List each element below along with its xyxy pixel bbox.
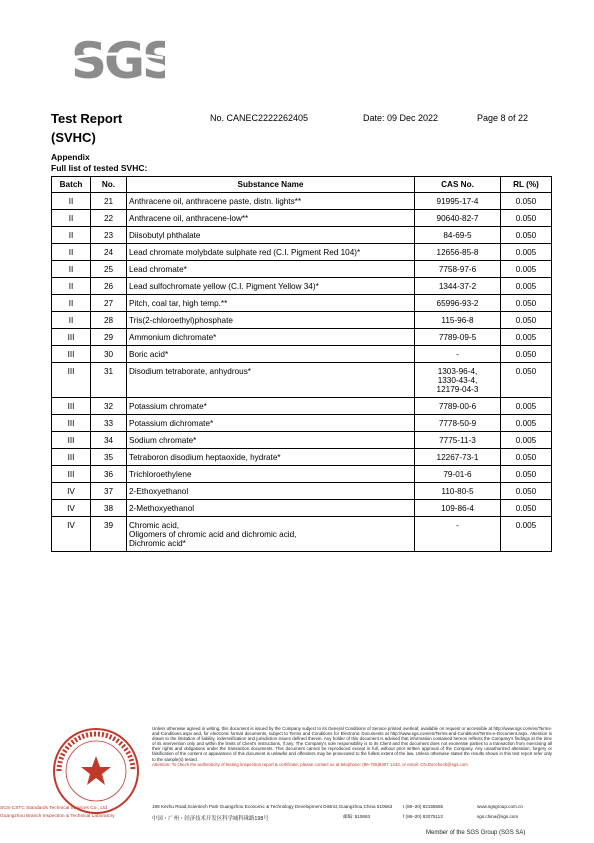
cell-no: 38	[91, 500, 127, 517]
page-number: Page 8 of 22	[477, 113, 529, 123]
cell-substance-name: Tetraboron disodium heptaoxide, hydrate*	[127, 449, 415, 466]
cell-substance-name: 2-Methoxyethanol	[127, 500, 415, 517]
col-header-rl: RL (%)	[501, 177, 552, 193]
report-subtitle: (SVHC)	[51, 130, 96, 145]
cell-no: 21	[91, 193, 127, 210]
cell-no: 25	[91, 261, 127, 278]
table-row	[52, 415, 552, 432]
cell-cas-no: 7775-11-3	[415, 432, 501, 449]
sgs-logo	[69, 28, 165, 88]
cell-rl: 0.050	[501, 346, 552, 363]
stamp-icon	[51, 726, 141, 816]
cell-cas-no: 65996-93-2	[415, 295, 501, 312]
phone-number: t (86–20) 82155555	[403, 804, 444, 809]
table-row	[52, 517, 552, 552]
cell-cas-no: 79-01-6	[415, 466, 501, 483]
cell-substance-name: Anthracene oil, anthracene-low**	[127, 210, 415, 227]
cell-substance-name: Tris(2-chloroethyl)phosphate	[127, 312, 415, 329]
cell-cas-no: 1303-96-4, 1330-43-4, 12179-04-3	[415, 363, 501, 398]
cell-no: 31	[91, 363, 127, 398]
member-line: Member of the SGS Group (SGS SA)	[426, 830, 526, 836]
col-header-no: No.	[91, 177, 127, 193]
cell-no: 34	[91, 432, 127, 449]
table-row	[52, 483, 552, 500]
cell-substance-name: Potassium chromate*	[127, 398, 415, 415]
cell-cas-no: 91995-17-4	[415, 193, 501, 210]
table-row	[52, 244, 552, 261]
cell-cas-no: 12656-85-8	[415, 244, 501, 261]
cell-rl: 0.050	[501, 312, 552, 329]
stamp-branch-line: Guangzhou Branch Inspection & Technical Laboratory	[0, 814, 115, 819]
cell-no: 26	[91, 278, 127, 295]
cell-cas-no: 7789-00-6	[415, 398, 501, 415]
cell-no: 37	[91, 483, 127, 500]
cell-no: 33	[91, 415, 127, 432]
col-header-cas: CAS No.	[415, 177, 501, 193]
cell-no: 30	[91, 346, 127, 363]
svg-text:SGS: SGS	[71, 32, 165, 88]
table-row	[52, 398, 552, 415]
cell-rl: 0.050	[501, 295, 552, 312]
col-header-substance: Substance Name	[127, 177, 415, 193]
cell-cas-no: 84-69-5	[415, 227, 501, 244]
company-stamp	[51, 726, 141, 816]
cell-batch: II	[52, 312, 91, 329]
table-row	[52, 466, 552, 483]
cell-substance-name: Sodium chromate*	[127, 432, 415, 449]
cell-no: 23	[91, 227, 127, 244]
cell-cas-no: 7778-50-9	[415, 415, 501, 432]
cell-rl: 0.050	[501, 227, 552, 244]
cell-batch: II	[52, 210, 91, 227]
cell-cas-no: 109-86-4	[415, 500, 501, 517]
cell-substance-name: 2-Ethoxyethanol	[127, 483, 415, 500]
cell-no: 22	[91, 210, 127, 227]
disclaimer-body: Unless otherwise agreed in writing, this document is issued by the Company subject to its General Conditions of Service printed overleaf, available on request or accessible at http://www.sgs.com/en/Terms-and-Conditions.aspx and, for electronic format documents, subject to Terms and Conditions for Electronic Documents at http://www.sgs.com/en/Terms-and-Conditions/Terms-e-Document.aspx. Attention is drawn to the limitation of liability, indemnification and jurisdiction issues defined therein. Any holder of this document is advised that information contained hereon reflects the Company's findings at the time of its intervention only and within the limits of Client's instructions, if any. The Company's sole responsibility is to its Client and this document does not exonerate parties to a transaction from exercising all their rights and obligations under the transaction documents. This document cannot be reproduced except in full, without prior written approval of the Company. Any unauthorized alteration, forgery or falsification of the content or appearance of this document is unlawful and offenders may be prosecuted to the fullest extent of the law. Unless otherwise stated the results shown in this test report refer only to the sample(s) tested .	[152, 726, 552, 762]
cell-no: 29	[91, 329, 127, 346]
cell-batch: III	[52, 432, 91, 449]
cell-no: 39	[91, 517, 127, 552]
cell-rl: 0.005	[501, 432, 552, 449]
cell-substance-name: Lead sulfochromate yellow (C.I. Pigment Yellow 34)*	[127, 278, 415, 295]
report-date: Date: 09 Dec 2022	[363, 113, 439, 123]
cell-rl: 0.050	[501, 449, 552, 466]
cell-rl: 0.005	[501, 415, 552, 432]
cell-substance-name: Boric acid*	[127, 346, 415, 363]
cell-cas-no: 1344-37-2	[415, 278, 501, 295]
cell-batch: III	[52, 329, 91, 346]
table-row	[52, 261, 552, 278]
report-number: No. CANEC2222262405	[210, 113, 309, 123]
report-title: Test Report	[51, 111, 123, 126]
appendix-subtitle: Full list of tested SVHC:	[51, 163, 148, 173]
cell-cas-no: 110-80-5	[415, 483, 501, 500]
svhc-table	[51, 176, 552, 552]
cell-cas-no: 12267-73-1	[415, 449, 501, 466]
cell-batch: III	[52, 398, 91, 415]
cell-batch: II	[52, 193, 91, 210]
stamp-company-line: SGS-CSTC Standards Technical Services Co., Ltd.	[0, 806, 109, 811]
cell-batch: III	[52, 449, 91, 466]
appendix-label: Appendix	[51, 152, 90, 162]
table-row	[52, 432, 552, 449]
cell-rl: 0.005	[501, 398, 552, 415]
cell-rl: 0.050	[501, 210, 552, 227]
table-row	[52, 227, 552, 244]
table-row	[52, 210, 552, 227]
cell-rl: 0.005	[501, 261, 552, 278]
cell-rl: 0.050	[501, 483, 552, 500]
cell-batch: IV	[52, 500, 91, 517]
website-link[interactable]: www.sgsgroup.com.cn	[477, 804, 523, 809]
cell-batch: III	[52, 363, 91, 398]
table-row	[52, 449, 552, 466]
disclaimer-text	[152, 726, 552, 767]
table-row	[52, 278, 552, 295]
cell-no: 27	[91, 295, 127, 312]
cell-batch: II	[52, 295, 91, 312]
cell-cas-no: -	[415, 346, 501, 363]
table-row	[52, 295, 552, 312]
cell-rl: 0.050	[501, 500, 552, 517]
cell-batch: III	[52, 346, 91, 363]
sgs-logo-icon	[69, 28, 165, 88]
cell-batch: IV	[52, 517, 91, 552]
cell-no: 32	[91, 398, 127, 415]
table-row	[52, 193, 552, 210]
postcode-cn: 邮编: 510663	[343, 814, 371, 819]
cell-cas-no: 7758-97-6	[415, 261, 501, 278]
table-row	[52, 500, 552, 517]
table-row	[52, 363, 552, 398]
cell-no: 24	[91, 244, 127, 261]
cell-no: 28	[91, 312, 127, 329]
cell-batch: II	[52, 261, 91, 278]
cell-substance-name: Lead chromate*	[127, 261, 415, 278]
cell-rl: 0.005	[501, 517, 552, 552]
cell-batch: III	[52, 415, 91, 432]
cell-batch: IV	[52, 483, 91, 500]
table-header-row	[52, 177, 552, 193]
cell-cas-no: -	[415, 517, 501, 552]
table-row	[52, 312, 552, 329]
cell-substance-name: Ammonium dichromate*	[127, 329, 415, 346]
table-row	[52, 346, 552, 363]
cell-no: 35	[91, 449, 127, 466]
cell-substance-name: Chromic acid, Oligomers of chromic acid and dichromic acid, Dichromic acid*	[127, 517, 415, 552]
cell-substance-name: Potassium dichromate*	[127, 415, 415, 432]
cell-batch: II	[52, 278, 91, 295]
cell-substance-name: Pitch, coal tar, high temp.**	[127, 295, 415, 312]
cell-rl: 0.050	[501, 193, 552, 210]
cell-rl: 0.050	[501, 363, 552, 398]
address-en: 198 Kezhu Road,Scientech Park Guangzhou Economic & Technology Development District,Guangzhou,China 510663	[152, 804, 393, 809]
cell-substance-name: Disodium tetraborate, anhydrous*	[127, 363, 415, 398]
cell-rl: 0.050	[501, 466, 552, 483]
authenticity-notice: Attention: To check the authenticity of testing /inspection report & certificate, please contact us at telephone: (86-755)8307 1443, or email: CN.Doccheck@sgs.com	[152, 761, 468, 767]
address-cn: 中国・广州・经济技术开发区科学城科珠路198号	[152, 816, 269, 822]
cell-batch: II	[52, 227, 91, 244]
cell-no: 36	[91, 466, 127, 483]
cell-substance-name: Lead chromate molybdate sulphate red (C.I. Pigment Red 104)*	[127, 244, 415, 261]
cell-batch: II	[52, 244, 91, 261]
cell-rl: 0.005	[501, 329, 552, 346]
col-header-batch: Batch	[52, 177, 91, 193]
fax-number: f (86–20) 82075113	[403, 814, 443, 819]
cell-substance-name: Anthracene oil, anthracene paste, distn. lights**	[127, 193, 415, 210]
cell-substance-name: Diisobutyl phthalate	[127, 227, 415, 244]
cell-substance-name: Trichloroethylene	[127, 466, 415, 483]
cell-cas-no: 90640-82-7	[415, 210, 501, 227]
cell-cas-no: 115-96-8	[415, 312, 501, 329]
cell-batch: III	[52, 466, 91, 483]
cell-rl: 0.005	[501, 244, 552, 261]
cell-cas-no: 7789-09-5	[415, 329, 501, 346]
cell-rl: 0.005	[501, 278, 552, 295]
table-row	[52, 329, 552, 346]
email-link[interactable]: sgs.china@sgs.com	[477, 814, 519, 819]
